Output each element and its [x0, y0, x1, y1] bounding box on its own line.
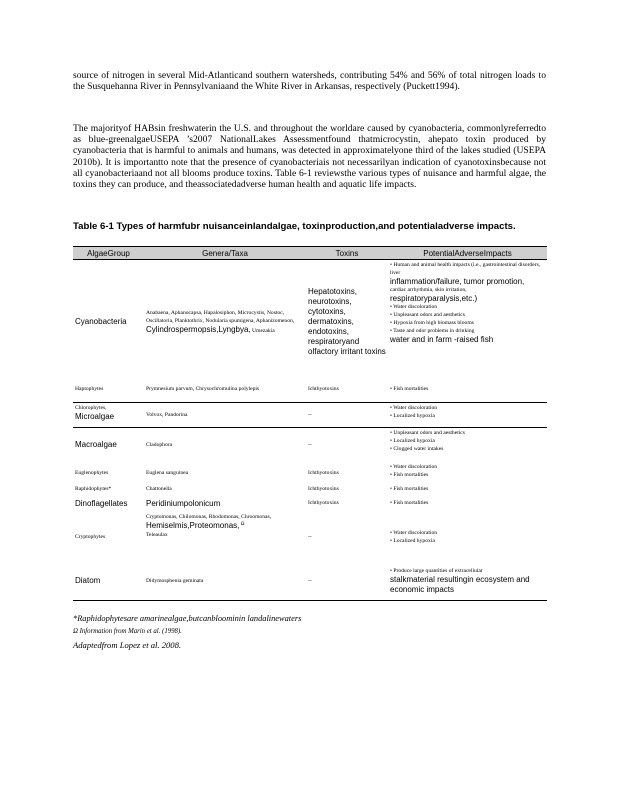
impact-item: • Clogged water intakes: [390, 446, 444, 452]
macro-toxins: --: [308, 442, 312, 448]
header-potential-impacts: PotentialAdverseImpacts: [388, 247, 547, 260]
table-row: [73, 562, 547, 601]
impact-item: • Localized hypoxia: [390, 538, 435, 544]
row-group-chlorophytes: Chlorophytes,: [75, 405, 107, 411]
row-group-euglenophytes: Euglenophytes: [75, 470, 109, 476]
footnote-raphidophytes: *Raphidophytesare amarinealgae,butcanbloominin landalinewaters: [73, 614, 302, 623]
impact-item: • Fish mortalities: [390, 486, 429, 492]
crypto-genera-large: Hemiselmis,Proteomonas,: [146, 521, 240, 530]
cyano-genera-tail: Umezakia: [252, 328, 275, 334]
impact-item: respiratoryparalysis,etc.): [390, 294, 478, 303]
crypto-genera-tail: Teleaulax: [146, 532, 168, 538]
hapto-genera: Prymnesium parvum, Chrysochromulina polylepis: [146, 386, 260, 392]
paragraph-habs-overview: The majorityof HABsin freshwaterin the U.S. and throughout the worldare caused by cyanobacteria, commonlyreferredto as blue-greenalgaeUSEPA ’s2007 NationalLakes Assessmentfound thatmicrocystin, ahepato toxin produced by cyanobacteria that is harmful to animals and humans, was detected in approximatelyone third of the lakes studied (USEPA 2010b). It is importantto note that the presence of cyanobacteriais not necessarilyan indication of cyanotoxinsbecause not all cyanobacteriaand not all blooms produce toxins. Table 6-1 reviewsthe various types of nuisance and harmful algae, the toxins they can produce, and theassociatedadverse human health and aquatic life impacts.: [73, 123, 546, 191]
crypto-genera: Cryptomonas, Chilomonas, Rhodomonas, Chroomonas,: [146, 514, 272, 520]
impact-item: • Water discoloration: [390, 530, 438, 536]
algae-table: [73, 246, 547, 601]
impact-item: • Water discoloration: [390, 464, 438, 470]
impact-item: • Water discoloration: [390, 304, 438, 310]
impact-item: • Localized hypoxia: [390, 438, 435, 444]
impact-item: • Water discoloration: [390, 405, 438, 411]
macro-genera: Cladophora: [146, 442, 173, 448]
impact-item: • Hypoxia from high biomass blooms: [390, 320, 474, 326]
eugleno-toxins: Ichthyotoxins: [308, 470, 339, 476]
header-toxins: Toxins: [306, 247, 388, 260]
chloro-toxins: --: [308, 412, 312, 418]
impact-item: • Unpleasant odors and aesthetics: [390, 312, 465, 318]
diatom-impacts-large: stalkmaterial resultingin ecosystem and economic impacts: [390, 575, 530, 594]
dino-toxins: Ichthyotoxins: [308, 500, 339, 506]
dino-genera: Peridiniumpolonicum: [146, 499, 221, 508]
row-group-microalgae: Microalgae: [75, 412, 115, 421]
table-row: [73, 260, 547, 385]
impact-item: • Taste and odor problems in drinking: [390, 328, 475, 334]
row-group-dinoflagellates: Dinoflagellates: [75, 499, 128, 508]
table-row: [73, 484, 547, 498]
cyano-toxins: Hepatotoxins, neurotoxins, cytotoxins, dermatoxins, endotoxins, respiratoryand olfactory irritant toxins: [308, 287, 386, 356]
row-group-macroalgae: Macroalgae: [75, 440, 117, 449]
impact-item: cardiac arrhythmia, skin irritation,: [390, 287, 467, 293]
diatom-toxins: --: [308, 578, 312, 584]
impact-item: • Localized hypoxia: [390, 413, 435, 419]
impact-item: • Fish mortalities: [390, 472, 429, 478]
impact-item: • Fish mortalities: [390, 386, 429, 392]
diatom-genera: Didymosphenia geminata: [146, 578, 204, 584]
crypto-toxins: --: [308, 534, 312, 540]
row-group-cryptophytes: Cryptophytes: [75, 534, 106, 540]
table-row: [73, 403, 547, 428]
raphido-genera: Chattonella: [146, 486, 172, 492]
row-group-haptophytes: Haptophytes: [75, 386, 104, 392]
omega-note-marker: Ω: [240, 522, 245, 528]
table-row: [73, 462, 547, 484]
cyano-genera-large: Cylindrospermopsis,Lyngbya,: [146, 325, 251, 334]
hapto-toxins: Ichthyotoxins: [308, 386, 339, 392]
row-group-diatom: Diatom: [75, 576, 101, 585]
row-group-raphidophytes: Raphidophytes*: [75, 486, 112, 492]
table-row: [73, 384, 547, 403]
impact-item: water and in farm -raised fish: [390, 335, 494, 344]
diatom-impacts: • Produce large quantities of extracellular: [390, 568, 483, 574]
table-row: [73, 512, 547, 562]
table-row: [73, 498, 547, 512]
impact-item: inflammation/failure, tumor promotion,: [390, 277, 525, 286]
row-group-cyanobacteria: Cyanobacteria: [75, 317, 127, 326]
header-algae-group: AlgaeGroup: [73, 247, 144, 260]
header-genera-taxa: Genera/Taxa: [144, 247, 306, 260]
footnote-adapted: Adaptedfrom Lopez et al. 2008.: [73, 640, 182, 650]
impact-item: • Unpleasant odors and aesthetics: [390, 430, 465, 436]
impact-item: • Fish mortalities: [390, 500, 429, 506]
raphido-toxins: Ichthyotoxins: [308, 486, 339, 492]
eugleno-genera: Euglena sanguinea: [146, 470, 189, 476]
table-caption: Table 6-1 Types of harmfubr nuisanceinlandalgae, toxinproduction,and potentialadverse impacts.: [73, 221, 516, 232]
table-header-row: [73, 247, 547, 260]
chloro-genera: Volvox, Pandorina: [146, 412, 188, 418]
paragraph-nitrogen-sources: source of nitrogen in several Mid-Atlanticand southern watersheds, contributing 54% and 56% of total nitrogen loads to the Susquehanna River in Pennsylvaniaand the White River in Arkansas, respectively (Puckett1994).: [73, 70, 546, 93]
cyano-impacts-list: [390, 261, 545, 344]
table-row: [73, 428, 547, 463]
footnote-marin: Ω Information from Marin et al. (1998).: [73, 628, 182, 635]
cyano-genera: Anabaena, Aphanocapsa, Hapalosiphon, Microcystis, Nostoc, Oscillatoria, Planktothrix, Nodularia spumigena, Aphanizomenon,: [146, 310, 295, 324]
impact-item: • Human and animal health impacts (i.e., gastrointestinal disorders, liver: [390, 262, 541, 276]
